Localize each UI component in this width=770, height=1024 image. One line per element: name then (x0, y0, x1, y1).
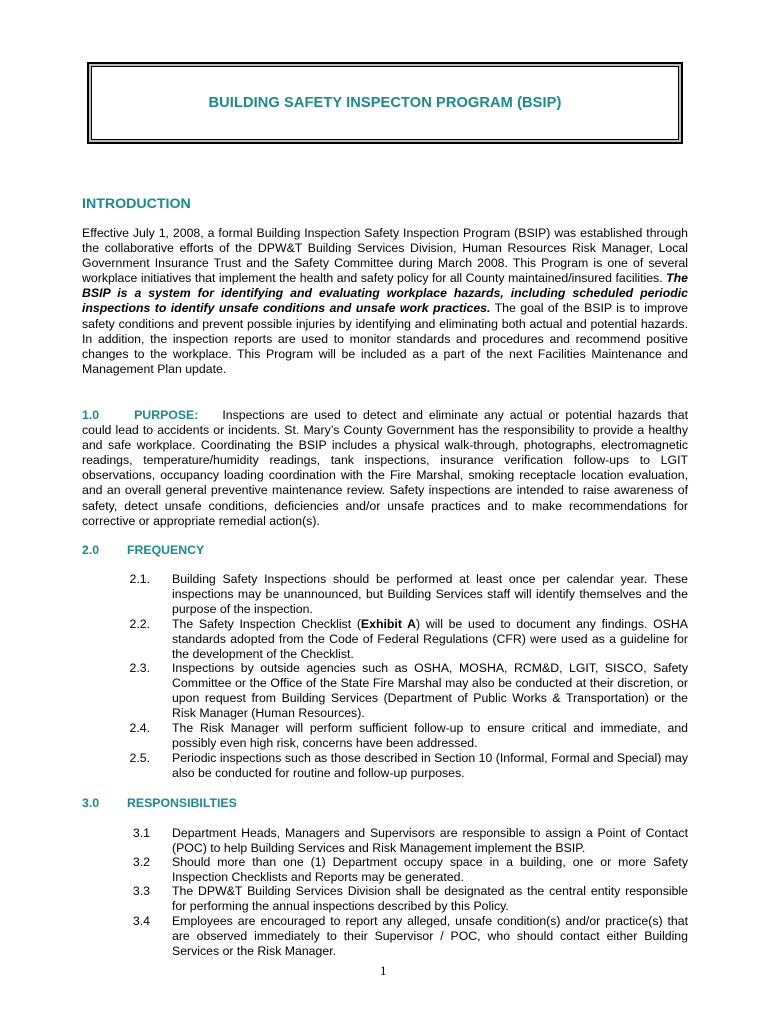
purpose-paragraph (82, 408, 688, 529)
item-text: Periodic inspections such as those described in Section 10 (Informal, Formal and Special) may also be conducted for routine and follow-up purposes. (172, 751, 688, 781)
frequency-number: 2.0 (82, 543, 100, 557)
purpose-text: Inspections are used to detect and eliminate any actual or potential hazards that could lead to accidents or incidents. St. Mary’s County Government has the responsibility to provide a healthy and safe workplace. Coordinating the BSIP includes a physical walk-through, photographs, electromagnetic readings, temperature/humidity readings, tank inspections, insurance verification follow-ups to LGIT observations, occupancy loading coordination with the Fire Marshal, smoking receptacle location evaluation, and an overall general preventive maintenance review. Safety inspections are intended to raise awareness of safety, detect unsafe conditions, deficiencies and/or unsafe practices and to make recommendations for corrective or appropriate remedial action(s). (82, 408, 688, 528)
page-number: 1 (380, 963, 387, 978)
introduction-paragraph (82, 226, 688, 377)
item-number: 2.1. (129, 572, 150, 586)
purpose-number: 1.0 (82, 408, 100, 422)
intro-bold-text: The BSIP is a system for identifying and evaluating workplace hazards, including scheduled periodic inspections to identify unsafe conditions and unsafe work practices. (82, 271, 688, 316)
item-text: The Risk Manager will perform sufficient follow-up to ensure critical and immediate, and possibly even high risk, concerns have been addressed. (172, 721, 688, 751)
intro-text-2: The goal of the BSIP is to improve safety conditions and prevent possible injuries by identifying and eliminating both actual and potential hazards. In addition, the inspection reports are used to monitor standards and procedures and recommend positive changes to the workplace. This Program will be included as a part of the next Facilities Maintenance and Management Plan update. (82, 301, 689, 376)
item-text: Department Heads, Managers and Supervisors are responsible to assign a Point of Contact (POC) to help Building Services and Risk Management implement the BSIP. (172, 826, 688, 856)
item-text: The Safety Inspection Checklist (Exhibit A) will be used to document any findings. OSHA standards adopted from the Code of Federal Regulations (CFR) were used as a guideline for the development of the Checklist. (172, 617, 688, 662)
purpose-label: PURPOSE: (134, 408, 199, 422)
item-text: Inspections by outside agencies such as OSHA, MOSHA, RCM&D, LGIT, SISCO, Safety Committee or the Office of the State Fire Marshal may also be conducted at their discretion, or upon request from Building Services (Department of Public Works & Transportation) or the Risk Manager (Human Resources). (172, 661, 688, 721)
exhibit-a-ref: Exhibit A (360, 617, 417, 631)
item-number: 2.2. (129, 617, 150, 631)
document-title: BUILDING SAFETY INSPECTON PROGRAM (BSIP) (208, 95, 562, 111)
frequency-title: FREQUENCY (127, 543, 205, 557)
item-number: 3.2 (132, 855, 150, 869)
item-text: The DPW&T Building Services Division shall be designated as the central entity responsible for performing the annual inspections described by this Policy. (172, 884, 688, 914)
responsibilities-title: RESPONSIBILTIES (127, 796, 237, 810)
frequency-heading (82, 543, 205, 557)
item-number: 2.4. (129, 721, 150, 735)
responsibilities-heading (82, 796, 237, 810)
introduction-heading: INTRODUCTION (82, 196, 191, 212)
title-box (87, 62, 683, 144)
item-number: 3.1 (132, 826, 150, 840)
item-number: 3.3 (132, 884, 150, 898)
item-number: 2.5. (129, 751, 150, 765)
item-number: 2.3. (129, 661, 150, 675)
item-number: 3.4 (132, 914, 150, 928)
item-text: Employees are encouraged to report any alleged, unsafe condition(s) and/or practice(s) that are observed immediately to their Supervisor / POC, who should contact either Building Services or the Risk Manager. (172, 914, 688, 959)
item-text: Should more than one (1) Department occupy space in a building, one or more Safety Inspection Checklists and Reports may be generated. (172, 855, 688, 885)
responsibilities-number: 3.0 (82, 796, 100, 810)
intro-text-1: Effective July 1, 2008, a formal Building Inspection Safety Inspection Program (BSIP) was established through the collaborative efforts of the DPW&T Building Services Division, Human Resources Risk Manager, Local Government Insurance Trust and the Safety Committee during March 2008. This Program is one of several workplace initiatives that implement the health and safety policy for all County maintained/insured facilities. (82, 226, 688, 286)
item-text: Building Safety Inspections should be performed at least once per calendar year. These inspections may be unannounced, but Building Services staff will identify themselves and the purpose of the inspection. (172, 572, 688, 617)
